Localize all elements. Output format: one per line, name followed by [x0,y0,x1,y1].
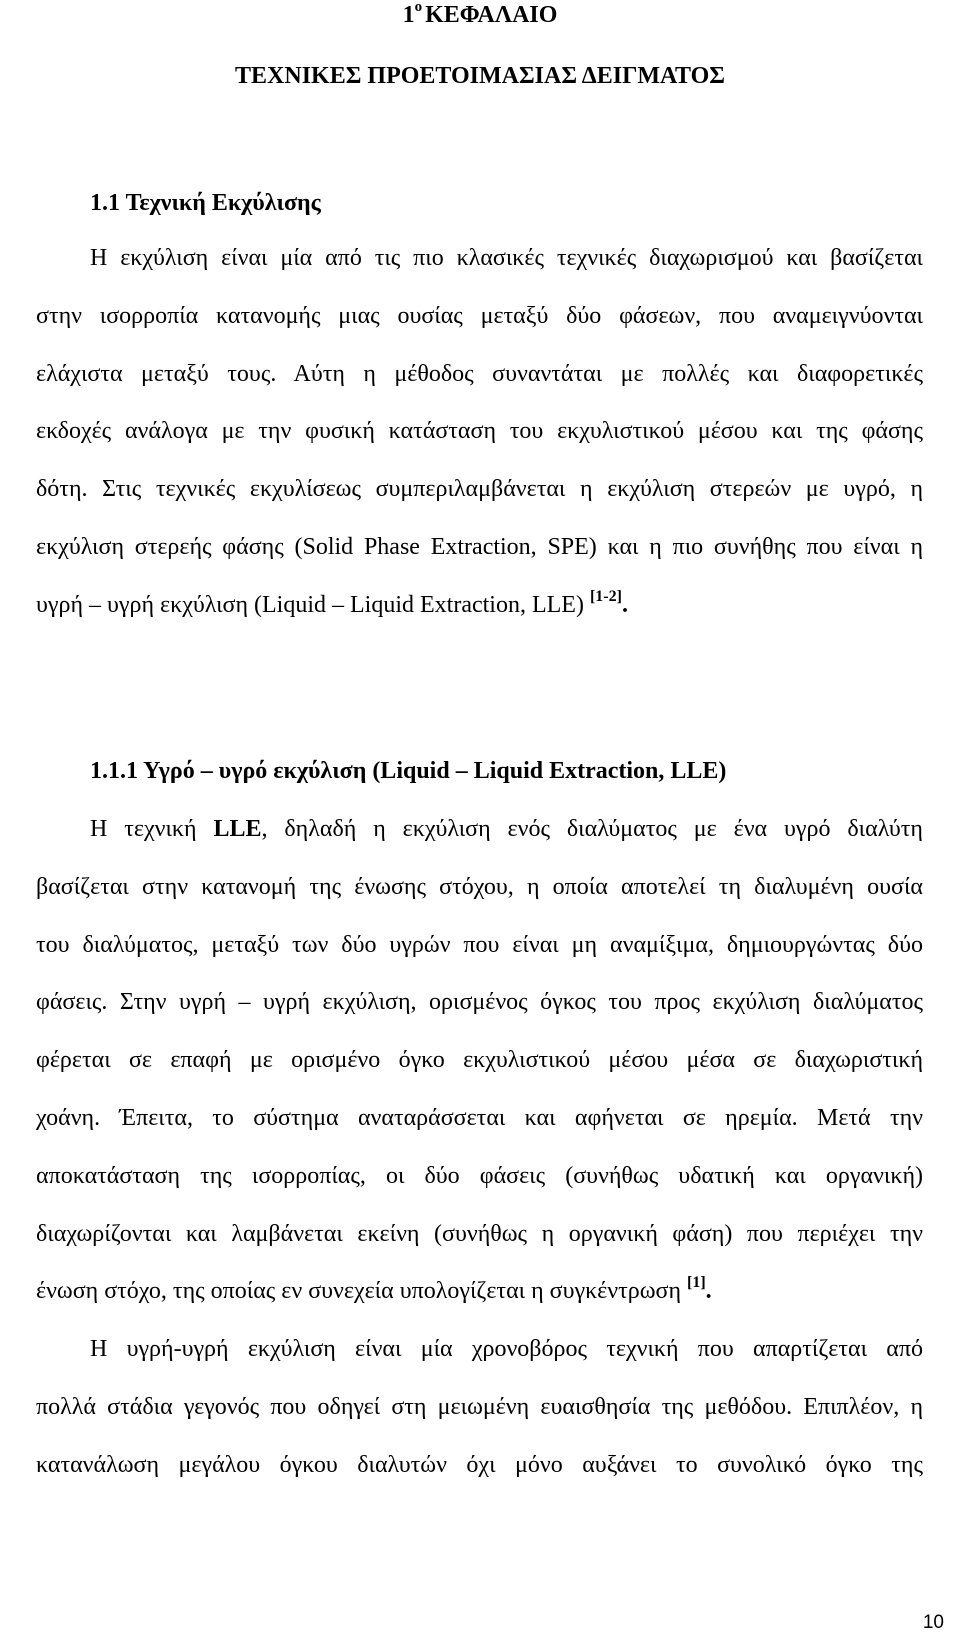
paragraph-line: Η υγρή-υγρή εκχύλιση είναι μία χρονοβόρος τεχνική που απαρτίζεται από [90,1336,923,1363]
paragraph-line [36,577,923,635]
paragraph-line-text: υγρή – υγρή εκχύλιση (Liquid – Liquid Extraction, LLE) [36,591,584,618]
chapter-number-digit: 1 [402,2,415,28]
paragraph-end-mark: . [621,591,628,618]
chapter-title: ΤΕΧΝΙΚΕΣ ΠΡΟΕΤΟΙΜΑΣΙΑΣ ΔΕΙΓΜΑΤΟΣ [235,63,725,89]
subsection-paragraphs [36,801,923,1495]
paragraph-line: εκχύλιση στερεής φάσης (Solid Phase Extraction, SPE) και η πιο συνήθης που είναι η [36,533,923,560]
citation-ref: [1-2] [589,587,622,605]
paragraph-line: δότη. Στις τεχνικές εκχυλίσεως συμπεριλαμβάνεται η εκχύλιση στερεών με υγρό, η [36,476,923,503]
paragraph-text: Η τεχνική [90,816,214,842]
chapter-number-suffix: ο [414,0,423,15]
paragraph-line: διαχωρίζονται και λαμβάνεται εκείνη (συνήθως η οργανική φάση) που περιέχει την [36,1220,923,1247]
paragraph-line: φάσεις. Στην υγρή – υγρή εκχύλιση, ορισμένος όγκος του προς εκχύλιση διαλύματος [36,989,923,1016]
paragraph-line: πολλά στάδια γεγονός που οδηγεί στη μειωμένη ευαισθησία της μεθόδου. Επιπλέον, η [36,1393,923,1420]
subsection-heading: 1.1.1 Υγρό – υγρό εκχύλιση (Liquid – Liquid Extraction, LLE) [90,758,727,784]
section-heading: 1.1 Τεχνική Εκχύλισης [90,190,321,216]
paragraph-end-mark: . [705,1278,712,1305]
paragraph-line: χοάνη. Έπειτα, το σύστημα αναταράσσεται και αφήνεται σε ηρεμία. Μετά την [36,1104,923,1131]
paragraph-line: εκδοχές ανάλογα με την φυσική κατάσταση του εκχυλιστικού μέσου και της φάσης [36,418,923,445]
paragraph-line: Η εκχύλιση είναι μία από τις πιο κλασικές τεχνικές διαχωρισμού και βασίζεται [90,245,923,271]
paragraph-line: αποκατάσταση της ισορροπίας, οι δύο φάσεις (συνήθως υδατική και οργανική) [36,1162,923,1189]
term-lle: LLE [213,816,262,842]
paragraph-text: ένωση στόχο, της οποίας εν συνεχεία υπολογίζεται η συγκέντρωση [36,1278,682,1305]
paragraph-line: ελάχιστα μεταξύ τους. Αύτη η μέθοδος συναντάται με πολλές και διαφορετικές [36,360,923,387]
paragraph-line: κατανάλωση μεγάλου όγκου διαλυτών όχι μόνο αυξάνει το συνολικό όγκο της [36,1451,923,1478]
citation-ref: [1] [687,1274,706,1292]
paragraph-line: φέρεται σε επαφή με ορισμένο όγκο εκχυλιστικού μέσου μέσα σε διαχωριστική [36,1047,923,1074]
paragraph-line [36,801,923,859]
paragraph-line [36,1263,923,1321]
paragraph-line: βασίζεται στην κατανομή της ένωσης στόχου, η οποία αποτελεί τη διαλυμένη ουσία [36,873,923,900]
paragraph-text: , δηλαδή η εκχύλιση ενός διαλύματος με ένα υγρό διαλύτη [261,816,923,842]
page-number: 10 [922,1612,944,1633]
section-paragraph [36,230,923,635]
paragraph-line: στην ισορροπία κατανομής μιας ουσίας μεταξύ δύο φάσεων, που αναμειγνύονται [36,302,923,329]
chapter-label: ΚΕΦΑΛΑΙΟ [425,2,558,28]
paragraph-line: του διαλύματος, μεταξύ των δύο υγρών που είναι μη αναμίξιμα, δημιουργώντας δύο [36,931,923,958]
chapter-number [0,0,960,30]
